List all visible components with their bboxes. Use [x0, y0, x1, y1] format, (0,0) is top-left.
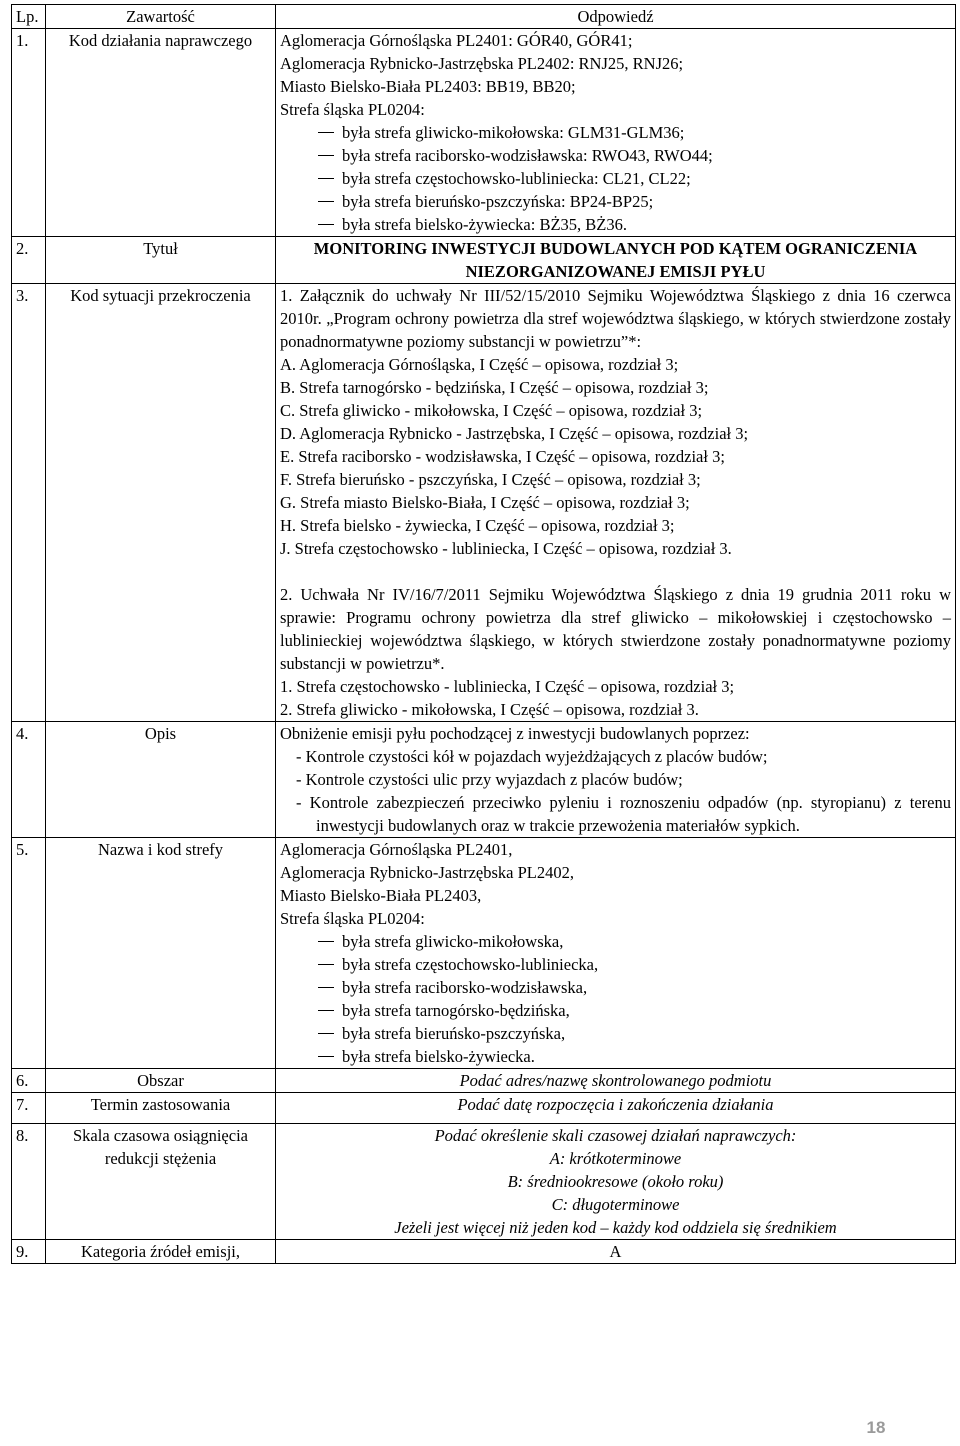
table-row: [12, 722, 956, 838]
table-row: [12, 1240, 956, 1264]
row-number: 3.: [12, 284, 46, 722]
table-row: [12, 284, 956, 722]
content-line: Jeżeli jest więcej niż jeden kod – każdy kod oddziela się średnikiem: [394, 1218, 837, 1237]
dash-list-item: była strefa tarnogórsko-będzińska,: [280, 999, 951, 1022]
row-number: 1.: [12, 29, 46, 237]
list-item: J. Strefa częstochowsko - lubliniecka, I Część – opisowa, rozdział 3.: [280, 539, 732, 558]
row-label: Nazwa i kod strefy: [46, 838, 276, 1069]
dash-list-item: była strefa bielsko-żywiecka.: [280, 1045, 951, 1068]
table-row: [12, 1124, 956, 1240]
row-number: 9.: [12, 1240, 46, 1264]
bullet-item: - Kontrole zabezpieczeń przeciwko pyleniu i roznoszeniu odpadów (np. styropianu) z terenu inwestycji budowlanych oraz w trakcie przewożenia materiałów sypkich.: [296, 793, 951, 835]
bullet-item: - Kontrole czystości ulic przy wyjazdach z placów budów;: [296, 770, 683, 789]
list-item: 1. Strefa częstochowsko - lubliniecka, I Część – opisowa, rozdział 3;: [280, 677, 735, 696]
row-number: 7.: [12, 1093, 46, 1124]
list-item: E. Strefa raciborsko - wodzisławska, I Część – opisowa, rozdział 3;: [280, 447, 725, 466]
spacer: [280, 560, 951, 583]
page-number: 18: [866, 1418, 886, 1437]
paragraph: 2. Uchwała Nr IV/16/7/2011 Sejmiku Województwa Śląskiego z dnia 19 grudnia 2011 roku w sprawie: Programu ochrony powietrza dla stref gliwicko – mikołowskiej i częstochowsko – lublinieckiej województwa śląskiego, w których stwierdzone zostały ponadnormatywne poziomy substancji w powietrzu*.: [280, 585, 951, 673]
dash-list-item: była strefa gliwicko-mikołowska,: [280, 930, 951, 953]
row-number: 2.: [12, 237, 46, 284]
row-label: Kod działania naprawczego: [46, 29, 276, 237]
content-line: Aglomeracja Górnośląska PL2401: GÓR40, GÓR41;: [280, 31, 633, 50]
table-row: [12, 838, 956, 1069]
list-item: C. Strefa gliwicko - mikołowska, I Część – opisowa, rozdział 3;: [280, 401, 703, 420]
row-label: Kod sytuacji przekroczenia: [46, 284, 276, 722]
row-number: 4.: [12, 722, 46, 838]
content-line: A: krótkoterminowe: [549, 1149, 682, 1168]
row-content: [276, 29, 956, 237]
row-content: A: [276, 1240, 956, 1264]
document-table: [11, 4, 956, 1264]
row-label: Opis: [46, 722, 276, 838]
list-item: 2. Strefa gliwicko - mikołowska, I Część – opisowa, rozdział 3.: [280, 700, 699, 719]
table-row: [12, 29, 956, 237]
content-line: C: długoterminowe: [551, 1195, 680, 1214]
content-line: Strefa śląska PL0204:: [280, 909, 425, 928]
content-line: Aglomeracja Rybnicko-Jastrzębska PL2402,: [280, 863, 574, 882]
row-content: [276, 838, 956, 1069]
row-content: Podać adres/nazwę skontrolowanego podmiotu: [276, 1069, 956, 1093]
row-number: 8.: [12, 1124, 46, 1240]
bullet-item: - Kontrole czystości kół w pojazdach wyjeżdżających z placów budów;: [296, 747, 768, 766]
header-row: [12, 5, 956, 29]
header-zawartosc: Zawartość: [46, 5, 276, 29]
dash-list-item: była strefa raciborsko-wodzisławska,: [280, 976, 951, 999]
list-item: F. Strefa bieruńsko - pszczyńska, I Część – opisowa, rozdział 3;: [280, 470, 701, 489]
dash-list-item: była strefa bieruńsko-pszczyńska,: [280, 1022, 951, 1045]
dash-list-item: była strefa raciborsko-wodzisławska: RWO43, RWO44;: [280, 144, 951, 167]
row-label: Termin zastosowania: [46, 1093, 276, 1124]
content-line: B: średniookresowe (około roku): [507, 1172, 724, 1191]
document-title: MONITORING INWESTYCJI BUDOWLANYCH POD KĄTEM OGRANICZENIA NIEZORGANIZOWANEJ EMISJI PYŁU: [276, 237, 956, 284]
list-item: A. Aglomeracja Górnośląska, I Część – opisowa, rozdział 3;: [280, 355, 679, 374]
header-lp: Lp.: [12, 5, 46, 29]
dash-list-item: była strefa gliwicko-mikołowska: GLM31-GLM36;: [280, 121, 951, 144]
content-line: Aglomeracja Górnośląska PL2401,: [280, 840, 513, 859]
list-item: B. Strefa tarnogórsko - będzińska, I Część – opisowa, rozdział 3;: [280, 378, 709, 397]
row-content: [276, 722, 956, 838]
header-odpowiedz: Odpowiedź: [276, 5, 956, 29]
content-line: Miasto Bielsko-Biała PL2403: BB19, BB20;: [280, 77, 576, 96]
dash-list-item: była strefa bielsko-żywiecka: BŻ35, BŻ36.: [280, 213, 951, 236]
content-line: Obniżenie emisji pyłu pochodzącej z inwestycji budowlanych poprzez:: [280, 724, 750, 743]
table-row: [12, 1069, 956, 1093]
dash-list-item: była strefa częstochowsko-lubliniecka: CL21, CL22;: [280, 167, 951, 190]
row-label: Obszar: [46, 1069, 276, 1093]
content-line: Aglomeracja Rybnicko-Jastrzębska PL2402: RNJ25, RNJ26;: [280, 54, 684, 73]
list-item: G. Strefa miasto Bielsko-Biała, I Część – opisowa, rozdział 3;: [280, 493, 690, 512]
list-item: D. Aglomeracja Rybnicko - Jastrzębska, I Część – opisowa, rozdział 3;: [280, 424, 749, 443]
table-row: [12, 237, 956, 284]
dash-list-item: była strefa bieruńsko-pszczyńska: BP24-BP25;: [280, 190, 951, 213]
row-number: 6.: [12, 1069, 46, 1093]
row-content: Podać datę rozpoczęcia i zakończenia działania: [276, 1093, 956, 1124]
table-row: [12, 1093, 956, 1124]
row-content: [276, 284, 956, 722]
list-item: H. Strefa bielsko - żywiecka, I Część – opisowa, rozdział 3;: [280, 516, 675, 535]
dash-list-item: była strefa częstochowsko-lubliniecka,: [280, 953, 951, 976]
row-number: 5.: [12, 838, 46, 1069]
content-line: Strefa śląska PL0204:: [280, 100, 425, 119]
content-line: Podać określenie skali czasowej działań naprawczych:: [434, 1126, 797, 1145]
row-label: Skala czasowa osiągnięcia redukcji stężenia: [46, 1124, 276, 1240]
row-label: Tytuł: [46, 237, 276, 284]
row-label: Kategoria źródeł emisji,: [46, 1240, 276, 1264]
content-line: Miasto Bielsko-Biała PL2403,: [280, 886, 482, 905]
paragraph: 1. Załącznik do uchwały Nr III/52/15/2010 Sejmiku Województwa Śląskiego z dnia 16 czerwca 2010r. „Program ochrony powietrza dla stref województwa śląskiego, w których stwierdzone zostały ponadnormatywne poziomy substancji w powietrzu”*:: [280, 286, 951, 351]
row-content: [276, 1124, 956, 1240]
